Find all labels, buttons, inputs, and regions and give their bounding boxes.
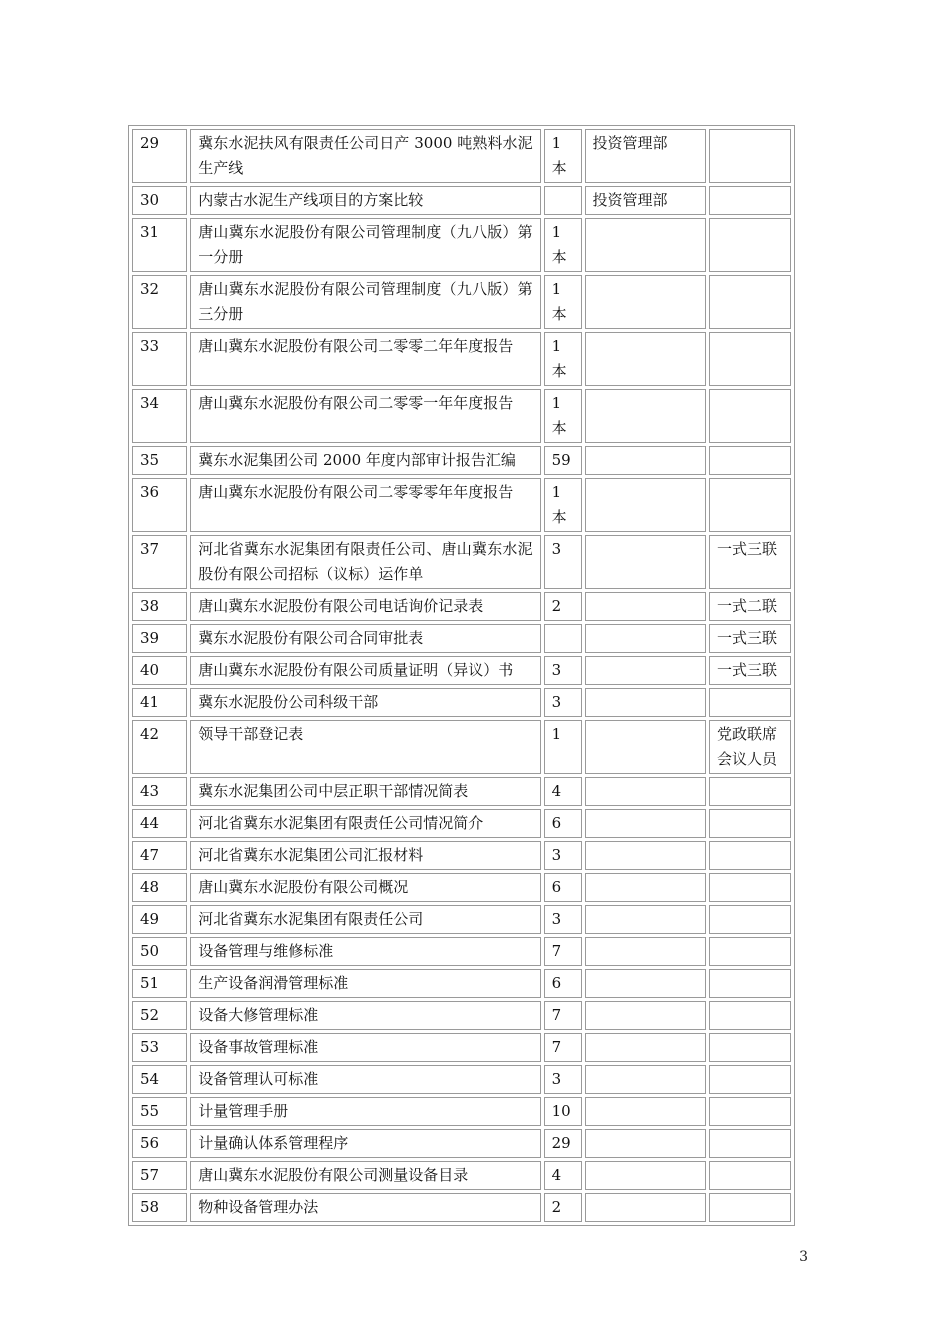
remark-cell	[709, 841, 791, 870]
table-row	[132, 389, 791, 443]
remark-cell	[709, 1129, 791, 1158]
table-row	[132, 1193, 791, 1222]
remark-cell	[709, 937, 791, 966]
quantity-cell: 4	[544, 1161, 582, 1190]
quantity-cell: 3	[544, 688, 582, 717]
quantity-cell: 6	[544, 873, 582, 902]
remark-cell	[709, 1097, 791, 1126]
remark-cell	[709, 809, 791, 838]
remark-cell: 党政联席会议人员	[709, 720, 791, 774]
table-row	[132, 332, 791, 386]
department-cell	[585, 446, 706, 475]
quantity-cell: 3	[544, 905, 582, 934]
document-title-cell: 河北省冀东水泥集团有限责任公司、唐山冀东水泥股份有限公司招标（议标）运作单	[190, 535, 540, 589]
row-number-cell: 57	[132, 1161, 187, 1190]
document-title-cell: 唐山冀东水泥股份有限公司电话询价记录表	[190, 592, 540, 621]
document-title-cell: 计量确认体系管理程序	[190, 1129, 540, 1158]
row-number-cell: 50	[132, 937, 187, 966]
document-title-cell: 生产设备润滑管理标准	[190, 969, 540, 998]
table-row	[132, 275, 791, 329]
remark-cell: 一式三联	[709, 656, 791, 685]
row-number-cell: 49	[132, 905, 187, 934]
department-cell: 投资管理部	[585, 186, 706, 215]
department-cell	[585, 218, 706, 272]
table-row	[132, 656, 791, 685]
table-row	[132, 1161, 791, 1190]
document-title-cell: 唐山冀东水泥股份有限公司管理制度（九八版）第三分册	[190, 275, 540, 329]
document-title-cell: 领导干部登记表	[190, 720, 540, 774]
remark-cell	[709, 478, 791, 532]
document-title-cell: 河北省冀东水泥集团有限责任公司情况简介	[190, 809, 540, 838]
table-row	[132, 720, 791, 774]
table-row	[132, 809, 791, 838]
document-title-cell: 内蒙古水泥生产线项目的方案比较	[190, 186, 540, 215]
row-number-cell: 53	[132, 1033, 187, 1062]
table-row	[132, 218, 791, 272]
row-number-cell: 44	[132, 809, 187, 838]
table-row	[132, 446, 791, 475]
table-row	[132, 1001, 791, 1030]
remark-cell	[709, 275, 791, 329]
table-row	[132, 841, 791, 870]
quantity-cell: 29	[544, 1129, 582, 1158]
department-cell	[585, 332, 706, 386]
department-cell	[585, 905, 706, 934]
row-number-cell: 42	[132, 720, 187, 774]
table-row	[132, 129, 791, 183]
quantity-cell: 1	[544, 720, 582, 774]
row-number-cell: 43	[132, 777, 187, 806]
row-number-cell: 51	[132, 969, 187, 998]
remark-cell	[709, 777, 791, 806]
table-row	[132, 624, 791, 653]
table-row	[132, 592, 791, 621]
row-number-cell: 41	[132, 688, 187, 717]
remark-cell	[709, 873, 791, 902]
document-title-cell: 唐山冀东水泥股份有限公司概况	[190, 873, 540, 902]
quantity-cell: 7	[544, 937, 582, 966]
department-cell	[585, 969, 706, 998]
row-number-cell: 47	[132, 841, 187, 870]
department-cell	[585, 873, 706, 902]
department-cell	[585, 535, 706, 589]
row-number-cell: 31	[132, 218, 187, 272]
department-cell	[585, 688, 706, 717]
row-number-cell: 55	[132, 1097, 187, 1126]
document-title-cell: 唐山冀东水泥股份有限公司二零零零年年度报告	[190, 478, 540, 532]
row-number-cell: 48	[132, 873, 187, 902]
department-cell	[585, 592, 706, 621]
table-row	[132, 969, 791, 998]
document-title-cell: 设备管理与维修标准	[190, 937, 540, 966]
department-cell	[585, 777, 706, 806]
department-cell	[585, 1193, 706, 1222]
quantity-cell: 3	[544, 841, 582, 870]
department-cell	[585, 656, 706, 685]
table-row	[132, 873, 791, 902]
department-cell	[585, 841, 706, 870]
table-row	[132, 905, 791, 934]
document-title-cell: 冀东水泥扶风有限责任公司日产 3000 吨熟料水泥生产线	[190, 129, 540, 183]
remark-cell	[709, 186, 791, 215]
remark-cell	[709, 1065, 791, 1094]
quantity-cell: 1 本	[544, 275, 582, 329]
department-cell	[585, 937, 706, 966]
remark-cell	[709, 129, 791, 183]
quantity-cell: 1 本	[544, 478, 582, 532]
table-body	[132, 129, 791, 1222]
quantity-cell: 6	[544, 969, 582, 998]
document-title-cell: 冀东水泥集团公司 2000 年度内部审计报告汇编	[190, 446, 540, 475]
row-number-cell: 32	[132, 275, 187, 329]
remark-cell: 一式三联	[709, 535, 791, 589]
quantity-cell: 3	[544, 1065, 582, 1094]
document-title-cell: 设备事故管理标准	[190, 1033, 540, 1062]
remark-cell	[709, 1001, 791, 1030]
document-title-cell: 唐山冀东水泥股份有限公司管理制度（九八版）第一分册	[190, 218, 540, 272]
row-number-cell: 29	[132, 129, 187, 183]
quantity-cell: 10	[544, 1097, 582, 1126]
table-row	[132, 1129, 791, 1158]
row-number-cell: 40	[132, 656, 187, 685]
row-number-cell: 36	[132, 478, 187, 532]
department-cell	[585, 809, 706, 838]
document-title-cell: 唐山冀东水泥股份有限公司二零零二年年度报告	[190, 332, 540, 386]
document-title-cell: 河北省冀东水泥集团有限责任公司	[190, 905, 540, 934]
remark-cell	[709, 1161, 791, 1190]
remark-cell: 一式二联	[709, 592, 791, 621]
remark-cell: 一式三联	[709, 624, 791, 653]
row-number-cell: 35	[132, 446, 187, 475]
quantity-cell: 4	[544, 777, 582, 806]
department-cell	[585, 1001, 706, 1030]
quantity-cell: 7	[544, 1033, 582, 1062]
document-title-cell: 冀东水泥股份有限公司合同审批表	[190, 624, 540, 653]
table-row	[132, 535, 791, 589]
table-row	[132, 1097, 791, 1126]
row-number-cell: 54	[132, 1065, 187, 1094]
department-cell	[585, 720, 706, 774]
department-cell	[585, 1161, 706, 1190]
remark-cell	[709, 905, 791, 934]
row-number-cell: 58	[132, 1193, 187, 1222]
document-title-cell: 河北省冀东水泥集团公司汇报材料	[190, 841, 540, 870]
quantity-cell: 2	[544, 592, 582, 621]
remark-cell	[709, 1033, 791, 1062]
document-title-cell: 唐山冀东水泥股份有限公司二零零一年年度报告	[190, 389, 540, 443]
table-row	[132, 478, 791, 532]
quantity-cell: 3	[544, 656, 582, 685]
table-row	[132, 937, 791, 966]
department-cell: 投资管理部	[585, 129, 706, 183]
row-number-cell: 38	[132, 592, 187, 621]
quantity-cell: 59	[544, 446, 582, 475]
remark-cell	[709, 332, 791, 386]
row-number-cell: 37	[132, 535, 187, 589]
document-title-cell: 设备管理认可标准	[190, 1065, 540, 1094]
table-row	[132, 1065, 791, 1094]
document-title-cell: 唐山冀东水泥股份有限公司质量证明（异议）书	[190, 656, 540, 685]
remark-cell	[709, 446, 791, 475]
document-title-cell: 冀东水泥股份公司科级干部	[190, 688, 540, 717]
row-number-cell: 33	[132, 332, 187, 386]
document-title-cell: 设备大修管理标准	[190, 1001, 540, 1030]
quantity-cell	[544, 186, 582, 215]
quantity-cell: 7	[544, 1001, 582, 1030]
department-cell	[585, 275, 706, 329]
department-cell	[585, 1129, 706, 1158]
department-cell	[585, 1097, 706, 1126]
department-cell	[585, 478, 706, 532]
document-title-cell: 唐山冀东水泥股份有限公司测量设备目录	[190, 1161, 540, 1190]
document-title-cell: 计量管理手册	[190, 1097, 540, 1126]
document-title-cell: 冀东水泥集团公司中层正职干部情况简表	[190, 777, 540, 806]
quantity-cell: 1 本	[544, 218, 582, 272]
row-number-cell: 39	[132, 624, 187, 653]
quantity-cell: 1 本	[544, 332, 582, 386]
page-number: 3	[799, 1249, 808, 1265]
quantity-cell: 6	[544, 809, 582, 838]
row-number-cell: 52	[132, 1001, 187, 1030]
remark-cell	[709, 969, 791, 998]
department-cell	[585, 624, 706, 653]
quantity-cell: 1 本	[544, 129, 582, 183]
document-table	[128, 125, 795, 1226]
remark-cell	[709, 1193, 791, 1222]
remark-cell	[709, 389, 791, 443]
department-cell	[585, 389, 706, 443]
row-number-cell: 56	[132, 1129, 187, 1158]
remark-cell	[709, 688, 791, 717]
document-title-cell: 物种设备管理办法	[190, 1193, 540, 1222]
quantity-cell: 3	[544, 535, 582, 589]
table-row	[132, 1033, 791, 1062]
table-row	[132, 777, 791, 806]
row-number-cell: 30	[132, 186, 187, 215]
quantity-cell: 1 本	[544, 389, 582, 443]
quantity-cell: 2	[544, 1193, 582, 1222]
quantity-cell	[544, 624, 582, 653]
department-cell	[585, 1065, 706, 1094]
remark-cell	[709, 218, 791, 272]
table-row	[132, 688, 791, 717]
table-row	[132, 186, 791, 215]
row-number-cell: 34	[132, 389, 187, 443]
department-cell	[585, 1033, 706, 1062]
